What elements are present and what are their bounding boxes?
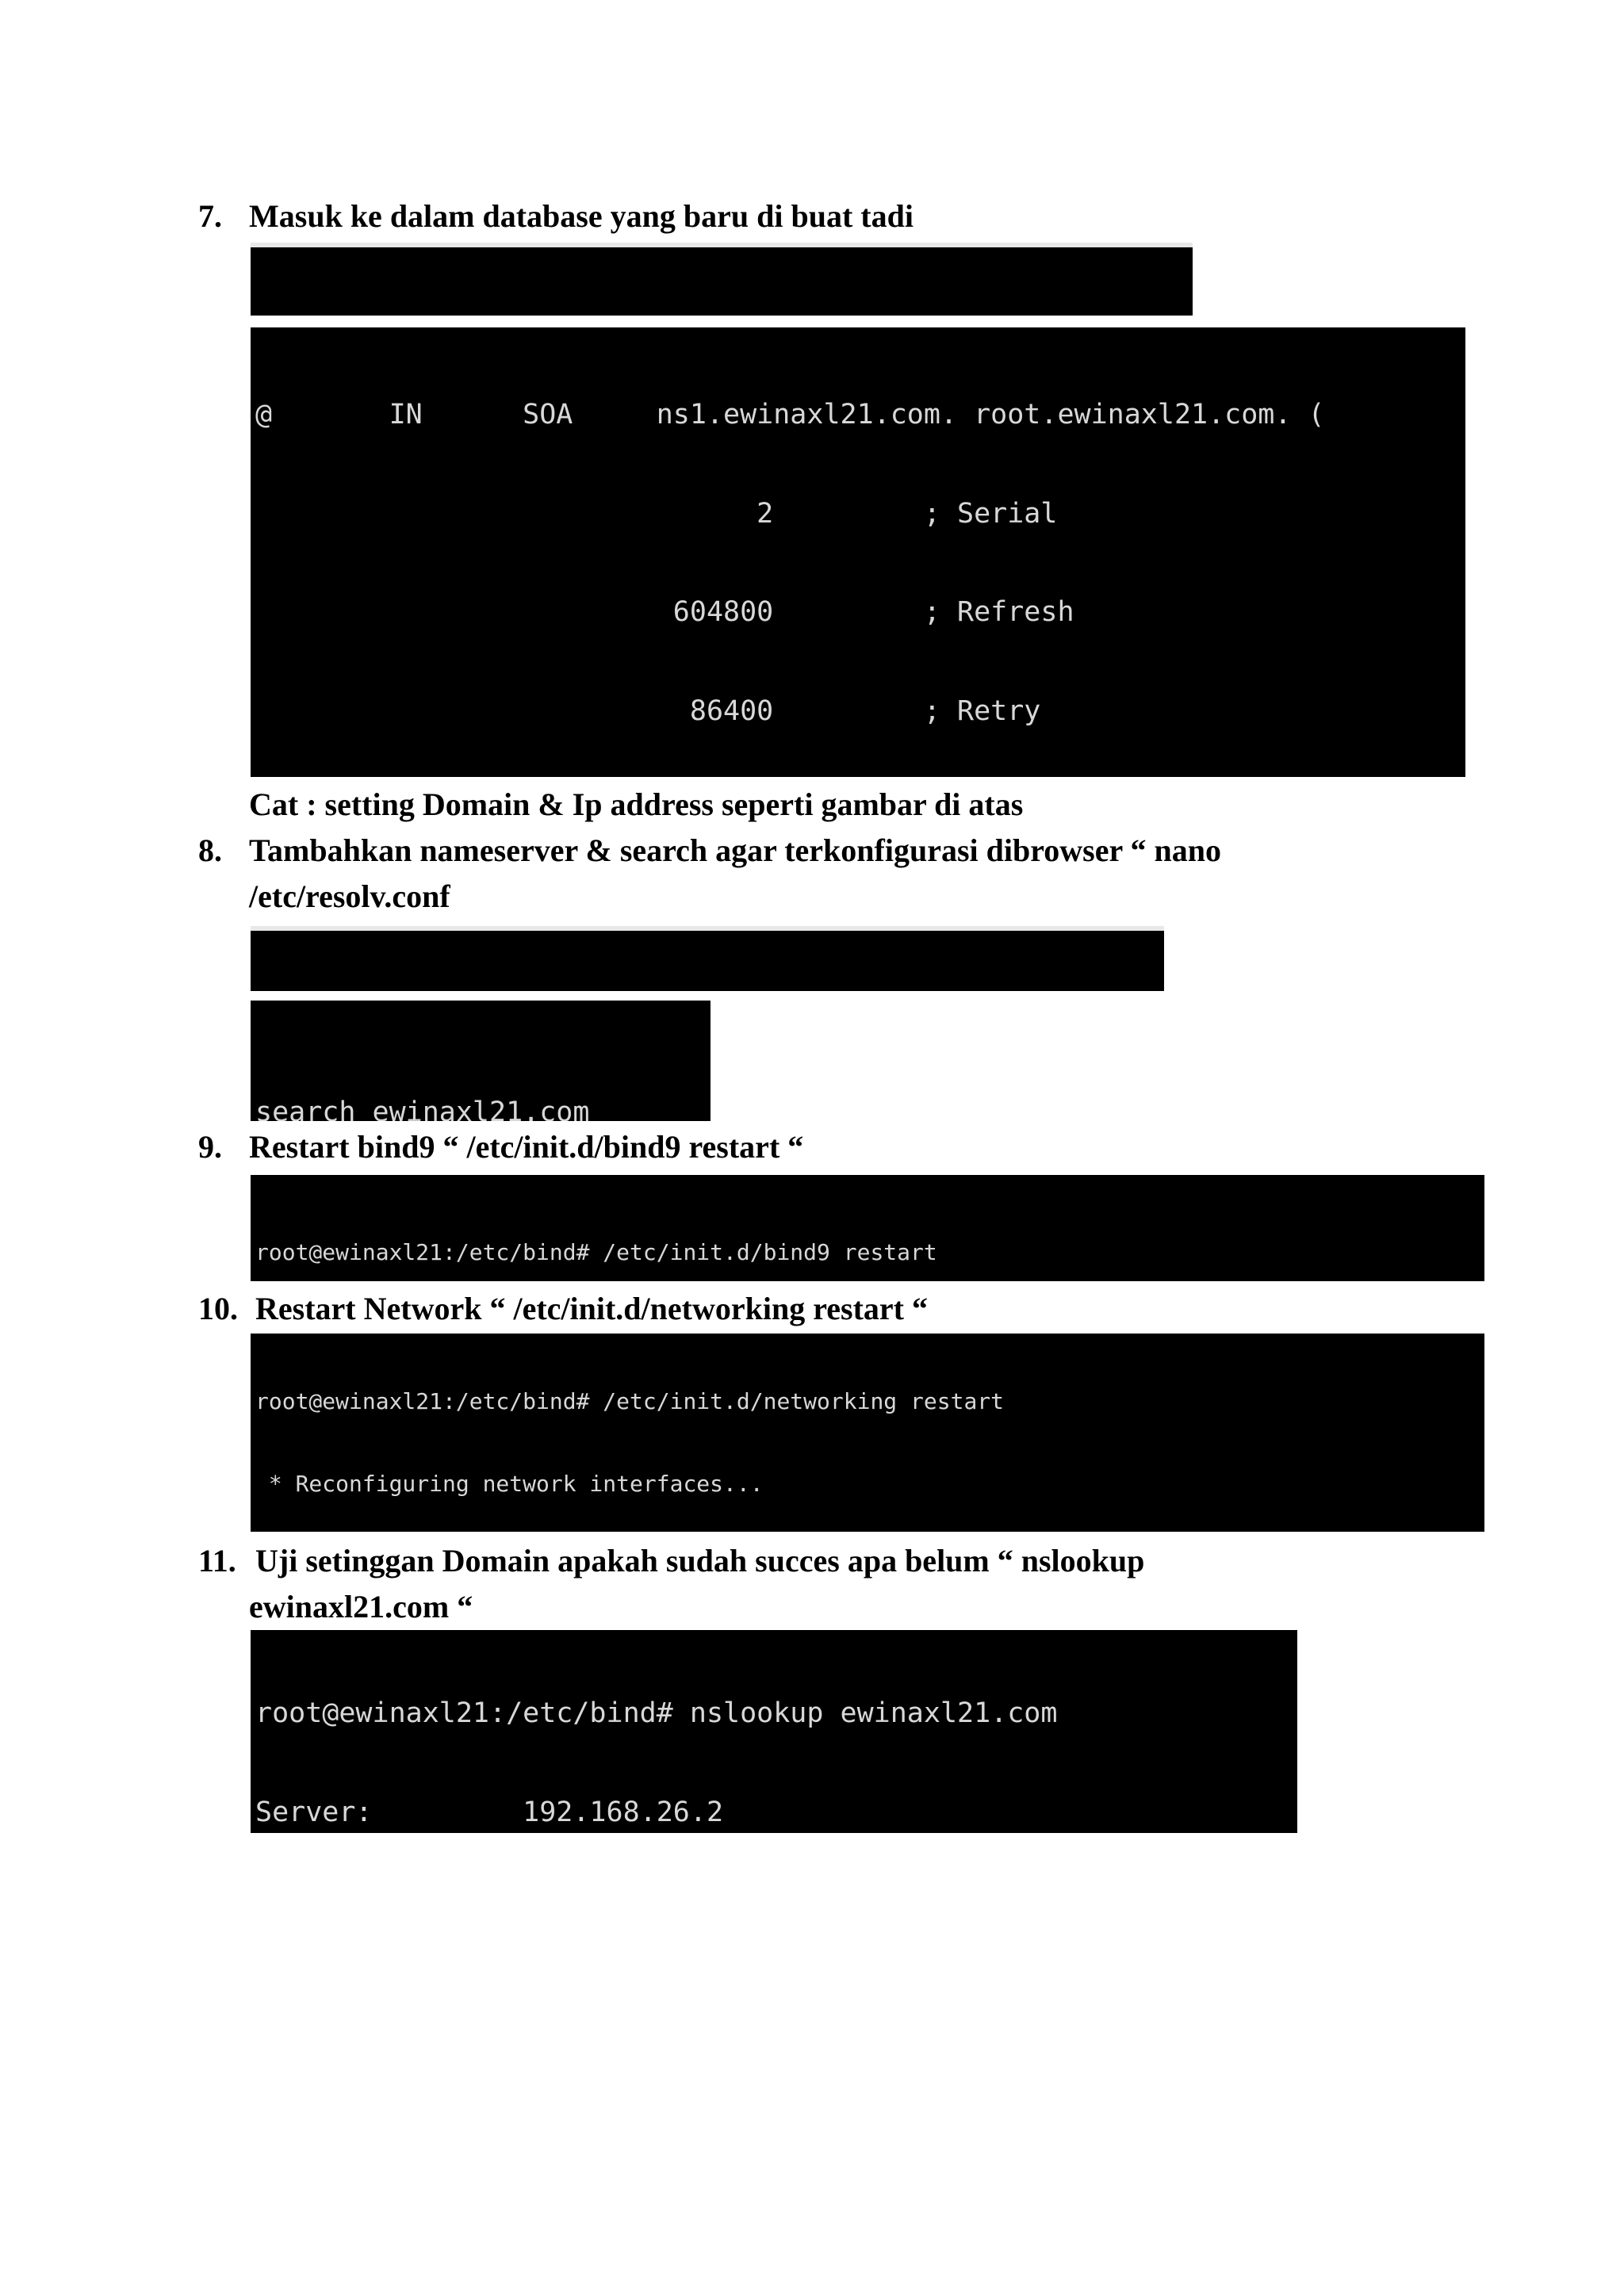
terminal-line: Server: 192.168.26.2: [255, 1796, 724, 1828]
step-number: 11.: [198, 1543, 236, 1578]
step-text: Masuk ke dalam database yang baru di buat tadi: [249, 198, 914, 234]
terminal-resolv-content: [251, 1001, 710, 1121]
step-number: 9.: [198, 1129, 222, 1165]
terminal-line: root@ewinaxl21:/etc/bind# nslookup ewinaxl21.com: [255, 1697, 1058, 1729]
step-number: 7.: [198, 198, 222, 234]
terminal-line: 2 ; Serial: [255, 497, 1058, 530]
terminal-nano-db: [251, 243, 1193, 316]
terminal-line: root@ewinaxl21:/etc/bind# /etc/init.d/bind9 restart: [255, 1239, 937, 1265]
note: Cat : setting Domain & Ip address seperti gambar di atas: [249, 786, 1024, 822]
step-text: Restart Network “ /etc/init.d/networking restart “: [255, 1291, 928, 1326]
step-text: Restart bind9 “ /etc/init.d/bind9 restart “: [249, 1129, 804, 1165]
step-number: 8.: [198, 832, 222, 868]
terminal-zone-file: [251, 327, 1465, 777]
step-number: 10.: [198, 1291, 238, 1326]
terminal-line: 604800 ; Refresh: [255, 596, 1074, 628]
step-text: Uji setinggan Domain apakah sudah succes apa belum “ nslookup: [255, 1543, 1145, 1578]
terminal-networking-restart: [251, 1334, 1484, 1532]
terminal-line: * Reconfiguring network interfaces...: [255, 1470, 764, 1497]
step-text: /etc/resolv.conf: [249, 878, 450, 914]
step-text: Tambahkan nameserver & search agar terkonfigurasi dibrowser “ nano: [249, 832, 1221, 868]
terminal-bind9-restart: [251, 1175, 1484, 1281]
step-text: ewinaxl21.com “: [249, 1589, 473, 1624]
terminal-line: 86400 ; Retry: [255, 695, 1041, 727]
terminal-line: @ IN SOA ns1.ewinaxl21.com. root.ewinaxl21.com. (: [255, 399, 1325, 430]
terminal-nano-resolv: [251, 926, 1164, 991]
terminal-line: search ewinaxl21.com: [255, 1096, 590, 1121]
terminal-line: root@ewinaxl21:/etc/bind# /etc/init.d/networking restart: [255, 1388, 1005, 1414]
terminal-nslookup: [251, 1630, 1297, 1833]
